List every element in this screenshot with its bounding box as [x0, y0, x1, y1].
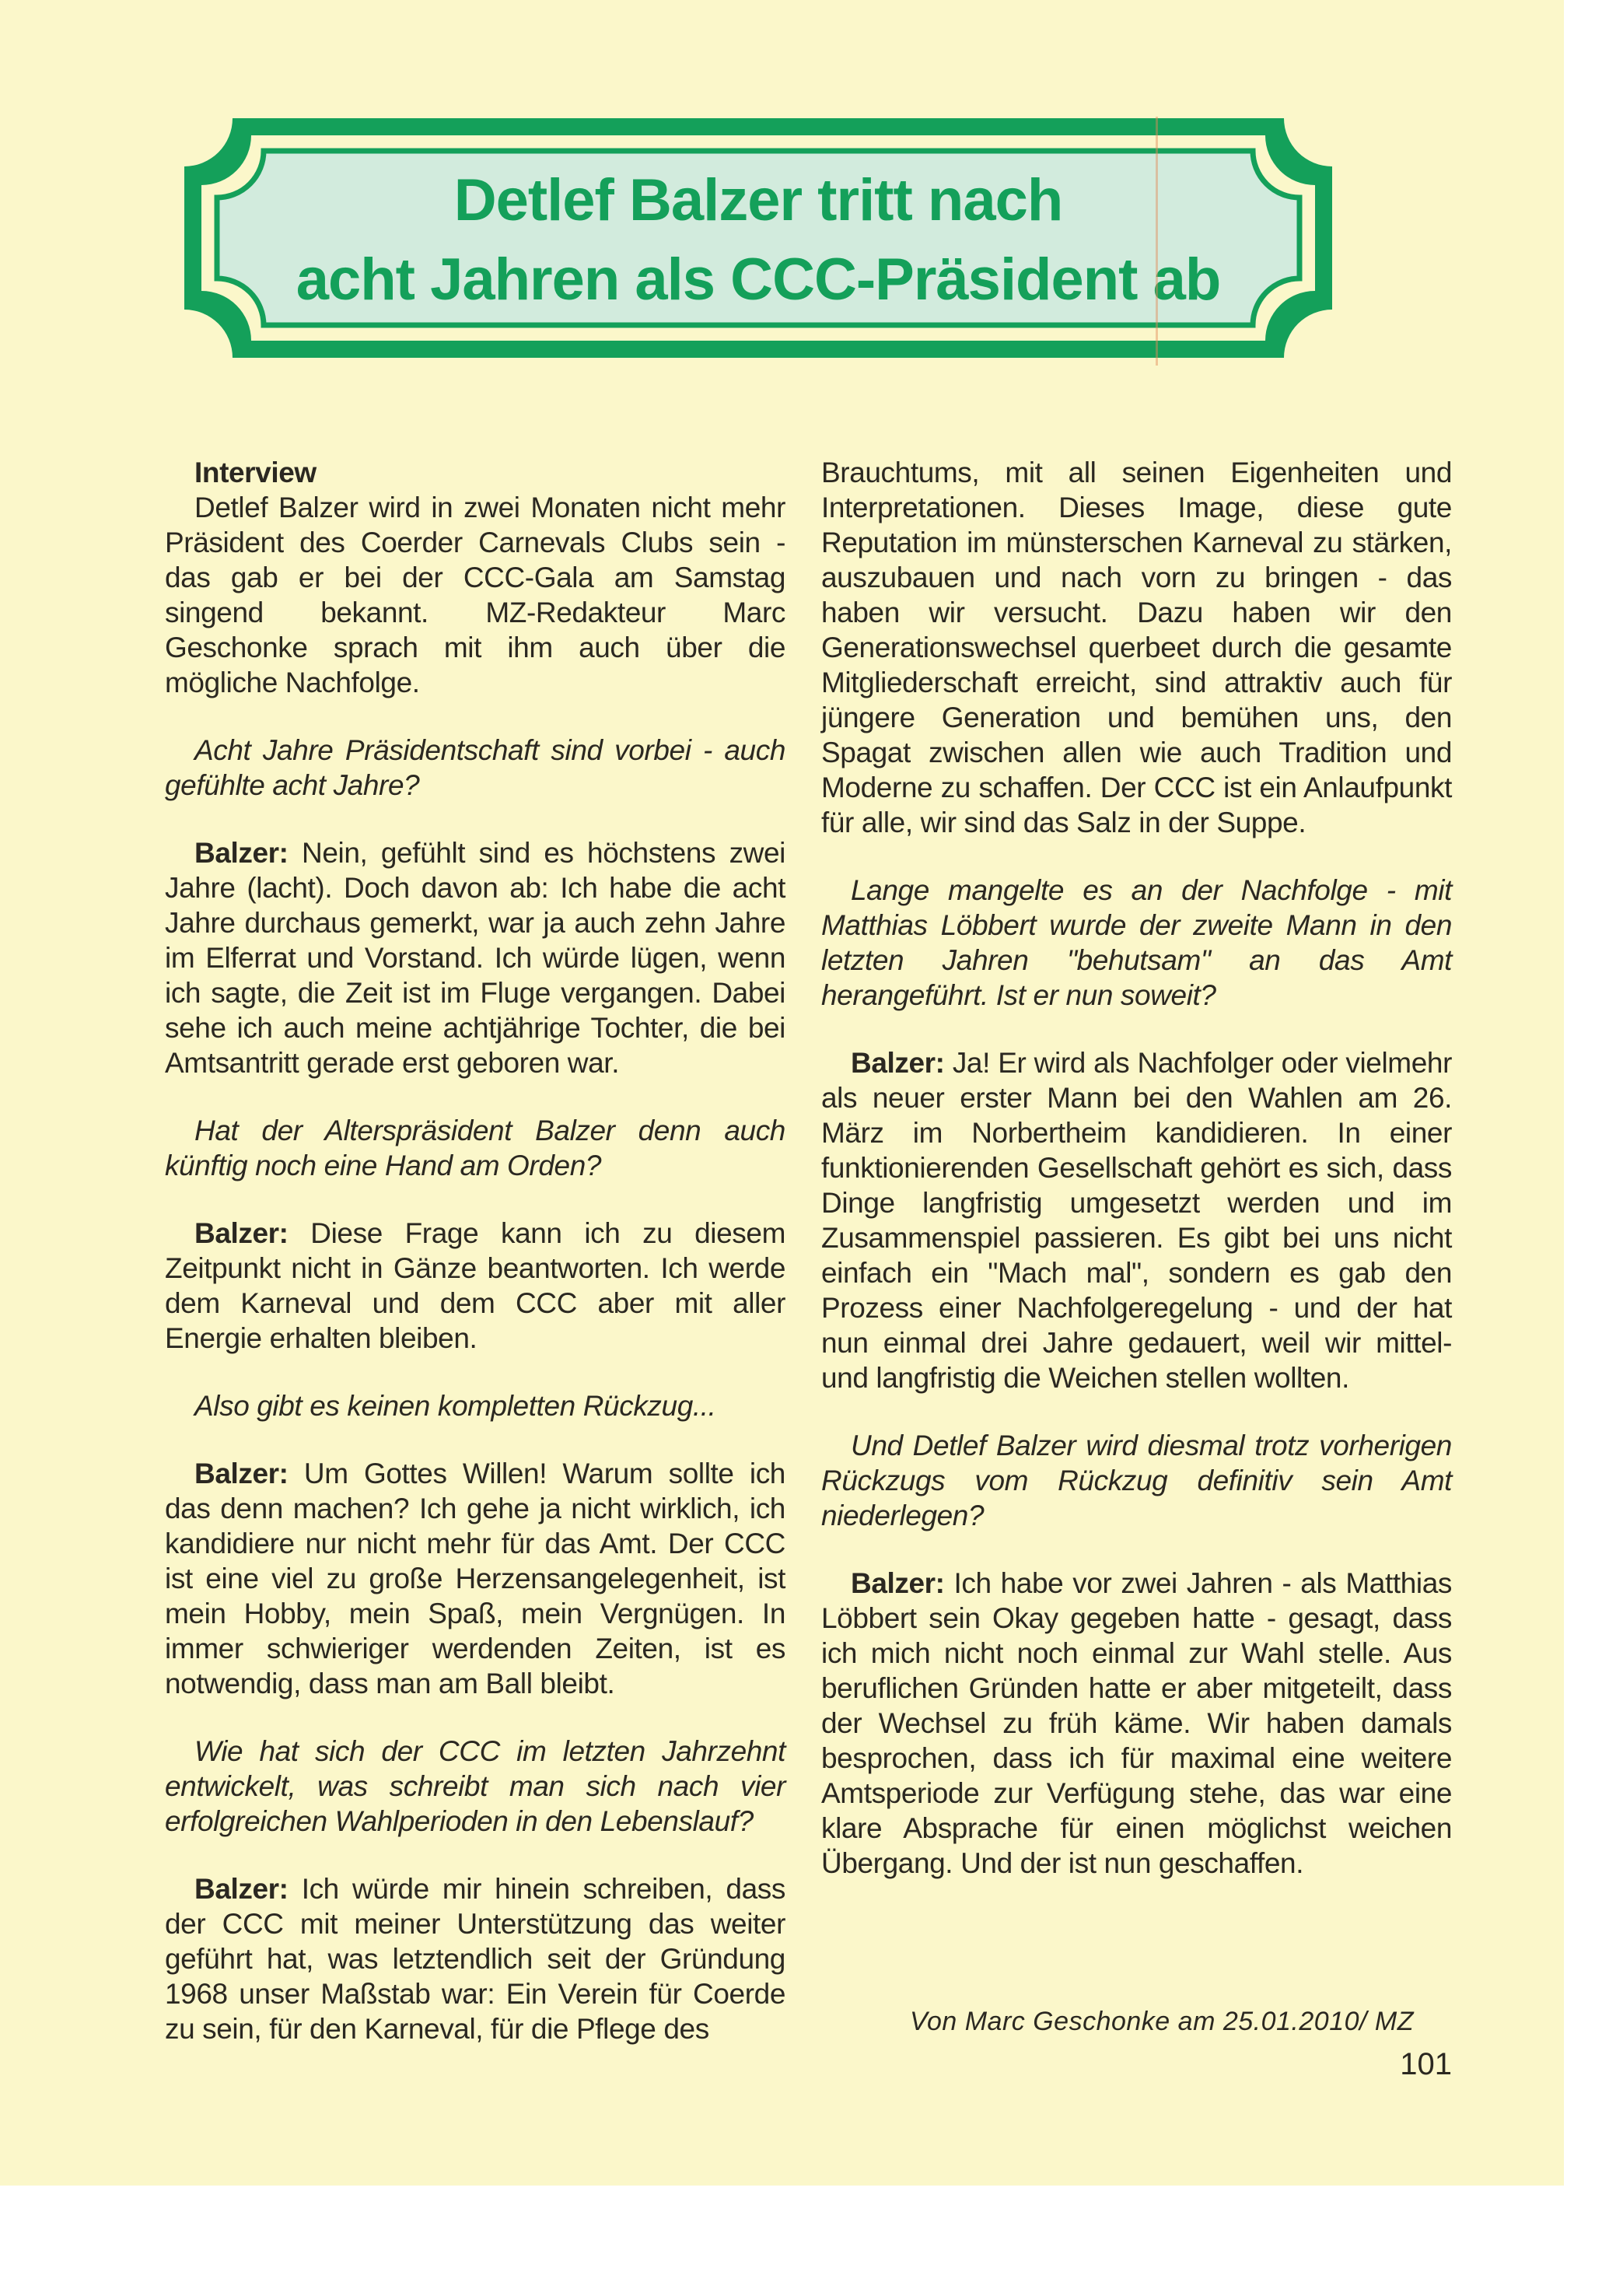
paragraph-question: Wie hat sich der CCC im letzten Jahrzehnt entwickelt, was schreibt man sich nach vier erfolgreichen Wahlperioden in den Lebenslauf? — [165, 1735, 785, 1837]
paragraph-question: Lange mangelte es an der Nachfolge - mit Matthias Löbbert wurde der zweite Mann in den letzten Jahren "behutsam" an das Amt herangeführt. Ist er nun soweit? — [821, 874, 1452, 1011]
paragraph-question: Acht Jahre Präsidentschaft sind vorbei - auch gefühlte acht Jahre? — [165, 734, 785, 801]
page-number: 101 — [1400, 2047, 1452, 2081]
paragraph-intro: Detlef Balzer wird in zwei Monaten nicht mehr Präsident des Coerder Carnevals Clubs sein - das gab er bei der CCC-Gala am Samstag singend bekannt. MZ-Redakteur Marc Geschonke sprach mit ihm auch über die mögliche Nachfolge. — [165, 492, 785, 698]
speaker-label: Balzer: — [194, 1873, 289, 1905]
paragraph-answer: Balzer: Ich habe vor zwei Jahren - als Matthias Löbbert sein Okay gegeben hatte - gesagt, dass ich mich nicht noch einmal zur Wahl stelle. Aus beruflichen Gründen hatte er aber mitgeteilt, dass der Wechsel zu früh käme. Wir haben damals besprochen, dass ich für maximal eine weitere Amtsperiode zur Verfügung stehe, das war eine klare Absprache für einen möglichst weichen Übergang. Und der ist nun geschaffen. — [821, 1567, 1452, 1879]
paragraph-continuation: Brauchtums, mit all seinen Eigenheiten und Interpretationen. Dieses Image, diese gute Reputation im münsterschen Karneval zu stärken, auszubauen und nach vorn zu bringen - das haben wir versucht. Dazu haben wir den Generationswechsel querbeet durch die gesamte Mitgliederschaft erreicht, sind attraktiv auch für jüngere Generation und bemühen uns, den Spagat zwischen allen wie auch Tradition und Moderne zu schaffen. Der CCC ist ein Anlaufpunkt für alle, wir sind das Salz in der Suppe. — [821, 457, 1452, 838]
paragraph-answer: Balzer: Ich würde mir hinein schreiben, dass der CCC mit meiner Unterstützung das weiter geführt hat, was letztendlich seit der Gründung 1968 unser Maßstab war: Ein Verein für Coerde zu sein, für den Karneval, für die Pflege des — [165, 1873, 785, 2045]
paragraph-answer: Balzer: Diese Frage kann ich zu diesem Zeitpunkt nicht in Gänze beantworten. Ich werde dem Karneval und dem CCC aber mit aller Energie erhalten bleiben. — [165, 1217, 785, 1354]
byline: Von Marc Geschonke am 25.01.2010/ MZ — [910, 2007, 1414, 2036]
speaker-label: Balzer: — [194, 1458, 289, 1489]
right-column — [821, 455, 1452, 1913]
speaker-label: Balzer: — [851, 1047, 945, 1079]
speaker-label: Balzer: — [194, 837, 289, 869]
banner-title-line1: Detlef Balzer tritt nach — [453, 167, 1063, 233]
paragraph-heading: Interview — [194, 457, 317, 488]
banner-title — [184, 118, 1332, 358]
paragraph-question: Also gibt es keinen kompletten Rückzug... — [194, 1390, 716, 1422]
paragraph-answer: Balzer: Ja! Er wird als Nachfolger oder vielmehr als neuer erster Mann bei den Wahlen am 26. März im Norbertheim kandidieren. In einer funktionierenden Gesellschaft gehört es sich, dass Dinge langfristig umgesetzt werden und im Zusammenspiel passieren. Es gibt bei uns nicht einfach ein "Mach mal", sondern es gab den Prozess einer Nachfolgeregelung - und der hat nun einmal drei Jahre gedauert, weil wir mittel- und langfristig die Weichen stellen wollten. — [821, 1047, 1452, 1394]
speaker-label: Balzer: — [851, 1567, 945, 1599]
left-column — [165, 455, 785, 2079]
paragraph-answer: Balzer: Nein, gefühlt sind es höchstens zwei Jahre (lacht). Doch davon ab: Ich habe die acht Jahre durchaus gemerkt, war ja auch zehn Jahre im Elferrat und Vorstand. Ich würde lügen, wenn ich sagte, die Zeit ist im Fluge vergangen. Dabei sehe ich auch meine achtjährige Tochter, die bei Amtsantritt gerade erst geboren war. — [165, 837, 785, 1079]
speaker-label: Balzer: — [194, 1217, 289, 1249]
paragraph-question: Hat der Alterspräsident Balzer denn auch künftig noch eine Hand am Orden? — [165, 1115, 785, 1181]
title-banner — [184, 118, 1332, 358]
banner-title-line2: acht Jahren als CCC-Präsident ab — [296, 247, 1221, 313]
paragraph-question: Und Detlef Balzer wird diesmal trotz vorherigen Rückzugs vom Rückzug definitiv sein Amt niederlegen? — [821, 1430, 1452, 1531]
paragraph-answer: Balzer: Um Gottes Willen! Warum sollte ich das denn machen? Ich gehe ja nicht wirklich, ich kandidiere nur nicht mehr für das Amt. Der CCC ist eine viel zu große Herzensangelegenheit, ist mein Hobby, mein Spaß, mein Vergnügen. In immer schwieriger werdenden Zeiten, ist es notwendig, dass man am Ball bleibt. — [165, 1458, 785, 1699]
